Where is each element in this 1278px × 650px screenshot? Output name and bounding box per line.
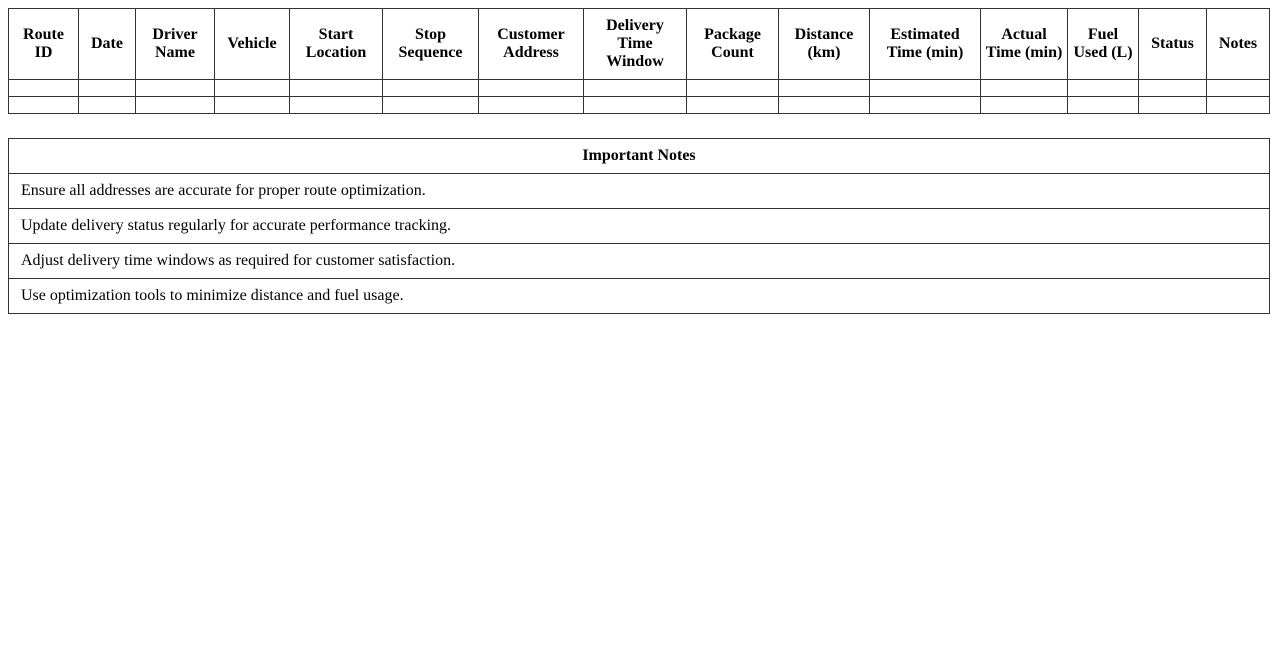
cell-estimated-time[interactable] [870, 80, 981, 97]
cell-status[interactable] [1139, 80, 1207, 97]
column-header-fuel-used: Fuel Used (L) [1068, 9, 1139, 80]
important-notes-table [8, 138, 1270, 314]
column-header-start-location: Start Location [290, 9, 383, 80]
cell-delivery-time-window[interactable] [584, 97, 687, 114]
cell-package-count[interactable] [687, 97, 779, 114]
cell-vehicle[interactable] [215, 97, 290, 114]
header-row [9, 9, 1270, 80]
column-header-customer-address: Customer Address [479, 9, 584, 80]
cell-actual-time[interactable] [981, 97, 1068, 114]
column-header-estimated-time: Estimated Time (min) [870, 9, 981, 80]
column-header-driver-name: Driver Name [136, 9, 215, 80]
cell-package-count[interactable] [687, 80, 779, 97]
note-item: Adjust delivery time windows as required for customer satisfaction. [9, 244, 1270, 279]
cell-date[interactable] [79, 80, 136, 97]
delivery-routes-table [8, 8, 1270, 114]
note-row [9, 244, 1270, 279]
cell-customer-address[interactable] [479, 80, 584, 97]
column-header-route-id: Route ID [9, 9, 79, 80]
note-item: Update delivery status regularly for accurate performance tracking. [9, 209, 1270, 244]
column-header-stop-sequence: Stop Sequence [383, 9, 479, 80]
note-row [9, 209, 1270, 244]
cell-fuel-used[interactable] [1068, 80, 1139, 97]
cell-distance[interactable] [779, 97, 870, 114]
column-header-package-count: Package Count [687, 9, 779, 80]
note-row [9, 174, 1270, 209]
cell-distance[interactable] [779, 80, 870, 97]
cell-customer-address[interactable] [479, 97, 584, 114]
notes-title: Important Notes [9, 139, 1270, 174]
cell-status[interactable] [1139, 97, 1207, 114]
cell-route-id[interactable] [9, 97, 79, 114]
cell-stop-sequence[interactable] [383, 97, 479, 114]
cell-driver-name[interactable] [136, 80, 215, 97]
cell-actual-time[interactable] [981, 80, 1068, 97]
column-header-delivery-time-window: Delivery Time Window [584, 9, 687, 80]
cell-start-location[interactable] [290, 80, 383, 97]
column-header-notes: Notes [1207, 9, 1270, 80]
note-item: Use optimization tools to minimize distance and fuel usage. [9, 279, 1270, 314]
cell-start-location[interactable] [290, 97, 383, 114]
cell-fuel-used[interactable] [1068, 97, 1139, 114]
column-header-distance: Distance (km) [779, 9, 870, 80]
note-item: Ensure all addresses are accurate for proper route optimization. [9, 174, 1270, 209]
cell-notes[interactable] [1207, 80, 1270, 97]
column-header-status: Status [1139, 9, 1207, 80]
cell-stop-sequence[interactable] [383, 80, 479, 97]
table-row [9, 80, 1270, 97]
table-header [9, 9, 1270, 80]
cell-vehicle[interactable] [215, 80, 290, 97]
cell-driver-name[interactable] [136, 97, 215, 114]
cell-notes[interactable] [1207, 97, 1270, 114]
table-body [9, 80, 1270, 114]
column-header-vehicle: Vehicle [215, 9, 290, 80]
column-header-actual-time: Actual Time (min) [981, 9, 1068, 80]
note-row [9, 279, 1270, 314]
cell-date[interactable] [79, 97, 136, 114]
cell-estimated-time[interactable] [870, 97, 981, 114]
cell-route-id[interactable] [9, 80, 79, 97]
column-header-date: Date [79, 9, 136, 80]
cell-delivery-time-window[interactable] [584, 80, 687, 97]
table-row [9, 97, 1270, 114]
notes-header-row [9, 139, 1270, 174]
